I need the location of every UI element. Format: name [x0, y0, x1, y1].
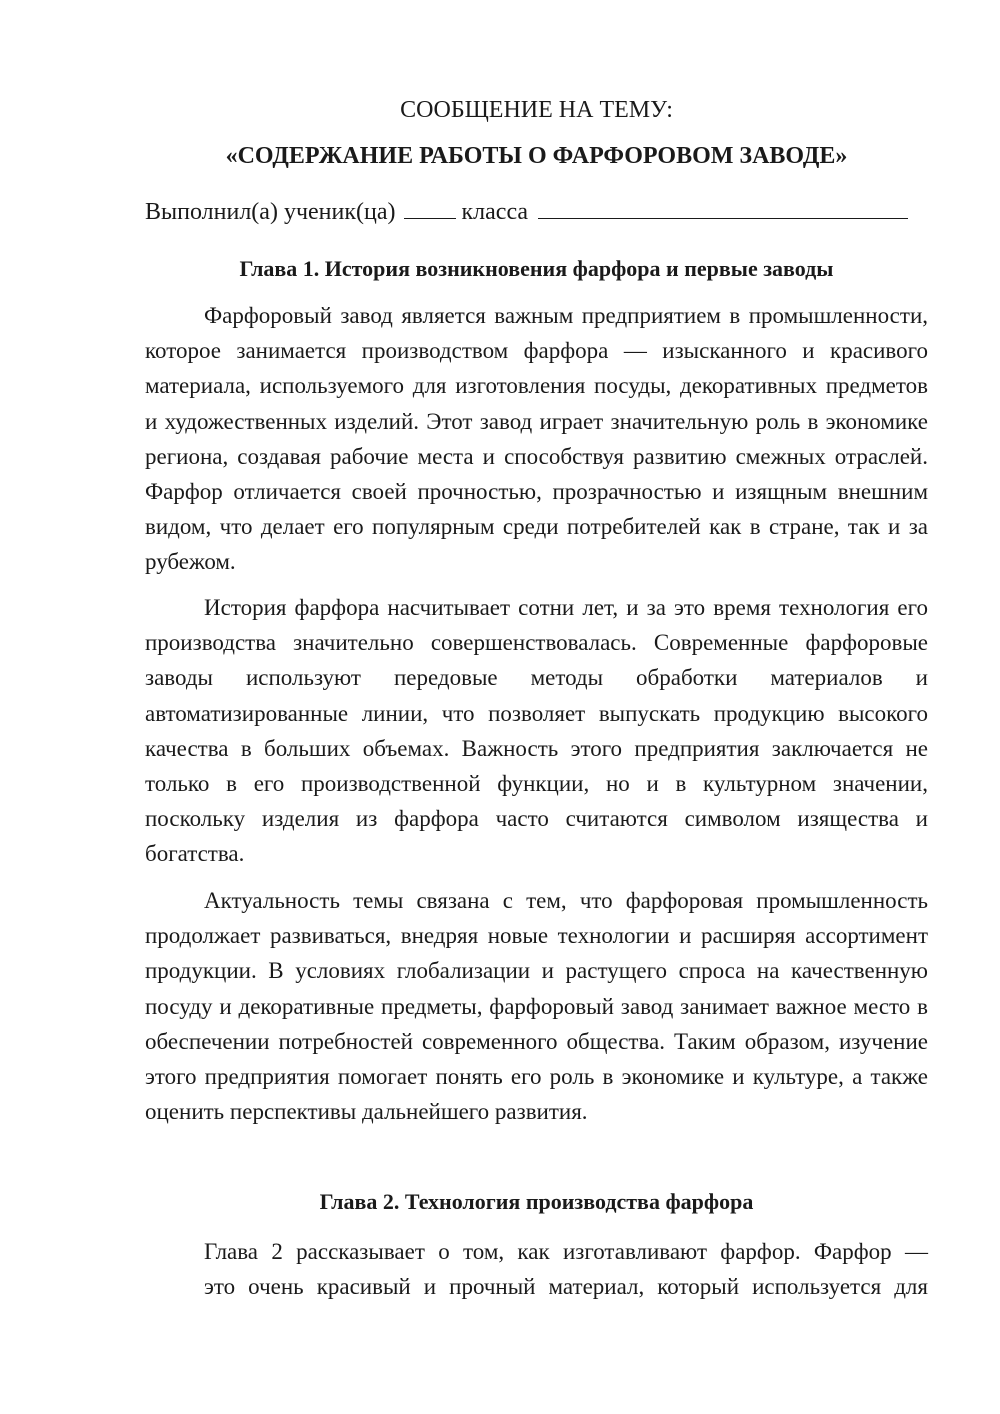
chapter1-heading: Глава 1. История возникновения фарфора и первые заводы — [239, 256, 834, 281]
document-title-line1: СООБЩЕНИЕ НА ТЕМУ: — [400, 97, 673, 123]
chapter1-paragraph-3: Актуальность темы связана с тем, что фарфоровая промышленность продолжает развиваться, внедряя новые технологии и расширяя ассортимент продукции. В условиях глобализации и растущего спроса на качественную посуду и декоративные предметы, фарфоровый завод занимает важное место в обеспечении потребностей современного общества. Таким образом, изучение этого предприятия помогает понять его роль в экономике и культуре, а также оценить перспективы дальнейшего развития. — [145, 888, 928, 1125]
chapter1-paragraph-2: История фарфора насчитывает сотни лет, и за это время технология его производства значительно совершенствовалась. Современные фарфоровые заводы используют передовые методы обработки материалов и автоматизированные линии, что позволяет выпускать продукцию высокого качества в больших объемах. Важность этого предприятия заключается не только в его производственной функции, но и в культурном значении, поскольку изделия из фарфора часто считаются символом изящества и богатства. — [145, 595, 928, 867]
class-number-blank — [404, 196, 456, 219]
chapter1-paragraph-1: Фарфоровый завод является важным предприятием в промышленности, которое занимается производством фарфора — изысканного и красивого материала, используемого для изготовления посуды, декоративных предметов и художественных изделий. Этот завод играет значительную роль в экономике региона, создавая рабочие места и способствуя развитию смежных отраслей. Фарфор отличается своей прочностью, прозрачностью и изящным внешним видом, что делает его популярным среди потребителей как в стране, так и за рубежом. — [145, 303, 928, 575]
chapter2-paragraph-line: это очень красивый и прочный материал, который используется для — [204, 1274, 928, 1300]
student-name-blank — [538, 196, 908, 219]
author-line — [145, 196, 928, 227]
chapter2-paragraph-line: Глава 2 рассказывает о том, как изготавливают фарфор. Фарфор — — [204, 1239, 928, 1264]
chapter2-paragraph-1 — [145, 1234, 928, 1304]
chapter2-heading: Глава 2. Технология производства фарфора — [319, 1189, 754, 1214]
document-title-line2: «СОДЕРЖАНИЕ РАБОТЫ О ФАРФОРОВОМ ЗАВОДЕ» — [225, 143, 848, 169]
author-label: Выполнил(а) ученик(ца) — [145, 199, 396, 225]
class-label: класса — [461, 199, 529, 225]
